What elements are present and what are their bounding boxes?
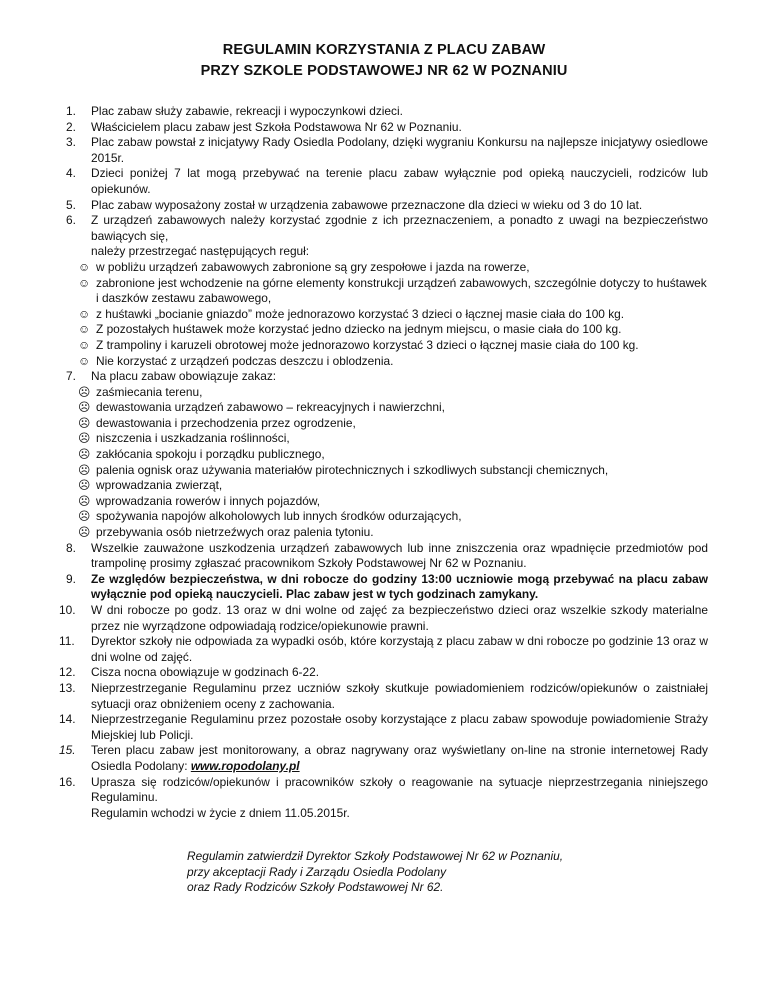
sad-face-icon: ☹	[78, 493, 91, 508]
prohibition-item-text: zaśmiecania terenu,	[96, 384, 203, 399]
regulation-item	[66, 120, 708, 136]
rule-item	[66, 307, 708, 323]
prohibition-item	[66, 431, 708, 447]
item-number: 7.	[66, 369, 76, 384]
regulation-item	[66, 541, 708, 572]
item-text: Wszelkie zauważone uszkodzenia urządzeń zabawowych lub inne zniszczenia oraz wpadnięcie przedmiotów pod trampolinę prosimy zgłaszać pracownikom Szkoły Podstawowej Nr 62 w Poznaniu.	[91, 540, 708, 571]
regulation-item	[66, 572, 708, 603]
prohibition-item-text: spożywania napojów alkoholowych lub innych środków odurzających,	[96, 509, 462, 524]
item-number: 2.	[66, 119, 76, 134]
regulation-item	[66, 104, 708, 120]
item-number: 14.	[59, 712, 76, 727]
item-text: Plac zabaw powstał z inicjatywy Rady Osiedla Podolany, dzięki wygraniu Konkursu na najlepsze inicjatywy osiedlowe 2015r.	[91, 135, 708, 165]
sad-face-icon: ☹	[78, 509, 91, 524]
item-text: Na placu zabaw obowiązuje zakaz:	[91, 369, 277, 384]
item-number: 6.	[66, 213, 76, 228]
prohibition-item-text: zakłócania spokoju i porządku publicznego,	[96, 447, 325, 462]
rule-item	[66, 354, 708, 370]
prohibition-item	[66, 416, 708, 432]
smiley-face-icon: ☺	[78, 337, 91, 352]
prohibition-item	[66, 509, 708, 525]
item-text: Ze względów bezpieczeństwa, w dni robocze do godziny 13:00 uczniowie mogą przebywać na placu zabaw wyłącznie pod opieką nauczycieli. Plac zabaw jest w tych godzinach zamykany.	[91, 571, 708, 602]
approval-line-1: Regulamin zatwierdził Dyrektor Szkoły Podstawowej Nr 62 w Poznaniu,	[187, 849, 564, 863]
document-title-line-1: REGULAMIN KORZYSTANIA Z PLACU ZABAW	[222, 42, 546, 58]
prohibition-item-text: dewastowania i przechodzenia przez ogrodzenie,	[96, 415, 356, 430]
regulation-item	[59, 634, 708, 665]
sad-face-icon: ☹	[78, 400, 91, 415]
regulation-item	[59, 680, 708, 712]
sad-face-icon: ☹	[78, 415, 91, 430]
regulation-item	[66, 166, 708, 197]
smiley-face-icon: ☺	[78, 259, 91, 274]
regulations-list	[59, 104, 708, 821]
item-number: 9.	[66, 571, 76, 586]
item-number: 8.	[66, 540, 76, 555]
prohibition-item-text: dewastowania urządzeń zabawowo – rekreacyjnych i nawierzchni,	[96, 400, 445, 415]
sad-face-icon: ☹	[78, 525, 91, 540]
smiley-face-icon: ☺	[78, 322, 91, 337]
sad-face-icon: ☹	[78, 447, 91, 462]
item-number: 13.	[59, 680, 76, 695]
item-text: Z urządzeń zabawowych należy korzystać zgodnie z ich przeznaczeniem, a ponadto z uwagi na bezpieczeństwo bawiących się,	[91, 213, 708, 243]
rule-item-text: w pobliżu urządzeń zabawowych zabronione są gry zespołowe i jazda na rowerze,	[96, 259, 530, 274]
regulation-item	[66, 369, 708, 385]
smiley-face-icon: ☺	[78, 306, 91, 321]
item-text: Cisza nocna obowiązuje w godzinach 6-22.	[91, 665, 320, 680]
regulation-item	[66, 198, 708, 214]
prohibition-item	[66, 400, 708, 416]
sad-face-icon: ☹	[78, 384, 91, 399]
rule-item	[66, 338, 708, 354]
rule-item-text: z huśtawki „bocianie gniazdo” może jednorazowo korzystać 3 dzieci o łącznej masie ciała do 100 kg.	[96, 306, 625, 321]
item-number: 10.	[59, 603, 76, 617]
item-text: W dni robocze po godz. 13 oraz w dni wolne od zajęć za bezpieczeństwo dzieci oraz wszelkie szkody materialne przez nie wyrządzone odpowiadają rodzice/opiekunowie prawni.	[91, 603, 708, 633]
prohibition-item	[66, 478, 708, 494]
prohibition-item-text: przebywania osób nietrzeźwych oraz palenia tytoniu.	[96, 525, 374, 540]
sad-face-icon: ☹	[78, 431, 91, 446]
item-text: Właścicielem placu zabaw jest Szkoła Podstawowa Nr 62 w Poznaniu.	[91, 119, 462, 134]
sad-face-icon: ☹	[78, 462, 91, 477]
prohibition-item	[66, 385, 708, 401]
prohibition-item-text: niszczenia i uszkadzania roślinności,	[96, 431, 290, 446]
prohibition-item	[66, 494, 708, 510]
prohibition-item-text: wprowadzania zwierząt,	[96, 478, 223, 493]
sad-face-icon: ☹	[78, 478, 91, 493]
rule-item-text: Z trampoliny i karuzeli obrotowej może jednorazowo korzystać 3 dzieci o łącznej masie ciała do 100 kg.	[96, 337, 639, 352]
regulation-item	[59, 712, 708, 743]
item-number: 11.	[59, 634, 75, 649]
item-number: 4.	[66, 166, 76, 181]
prohibition-item-text: wprowadzania rowerów i innych pojazdów,	[96, 493, 321, 508]
item-extra-text: Regulamin wchodzi w życie z dniem 11.05.2015r.	[91, 805, 350, 820]
item-text: Plac zabaw wyposażony został w urządzenia zabawowe przeznaczone dla dzieci w wieku od 3 do 10 lat.	[91, 197, 643, 212]
item-number: 15.	[59, 743, 76, 758]
item-text: Nieprzestrzeganie Regulaminu przez uczniów szkoły skutkuje powiadomieniem rodziców/opiekunów o zaistniałej sytuacji oraz obniżeniem oceny z zachowania.	[91, 680, 708, 711]
item-text: Dyrektor szkoły nie odpowiada za wypadki osób, które korzystają z placu zabaw w dni robocze po godzinie 13 oraz w dni wolne od zajęć.	[91, 634, 708, 664]
item-text: Nieprzestrzeganie Regulaminu przez pozostałe osoby korzystające z placu zabaw spowoduje powiadomienie Straży Miejskiej lub Policji.	[91, 712, 708, 742]
regulation-item	[59, 743, 708, 774]
smiley-face-icon: ☺	[78, 275, 91, 290]
item-extra-text: należy przestrzegać następujących reguł:	[91, 244, 310, 259]
item-number: 5.	[66, 197, 76, 212]
rule-item-text: Nie korzystać z urządzeń podczas deszczu i oblodzenia.	[96, 353, 394, 368]
prohibition-item	[66, 463, 708, 479]
rule-item	[66, 260, 708, 276]
regulation-item	[66, 213, 708, 260]
item-number: 16.	[59, 774, 76, 789]
document-title-line-2: PRZY SZKOLE PODSTAWOWEJ NR 62 W POZNANIU	[200, 63, 568, 79]
prohibition-item-text: palenia ognisk oraz używania materiałów pirotechnicznych i szkodliwych substancji chemicznych,	[96, 462, 609, 477]
rule-item-text: zabronione jest wchodzenie na górne elementy konstrukcji urządzeń zabawowych, szczególnie dotyczy to huśtawek i daszków zestawu zabawowego,	[96, 275, 707, 306]
smiley-face-icon: ☺	[78, 353, 91, 368]
approval-note	[187, 849, 563, 896]
item-text: Dzieci poniżej 7 lat mogą przebywać na terenie placu zabaw wyłącznie pod opieką nauczycieli, rodziców lub opiekunów.	[91, 166, 708, 196]
rule-item	[66, 322, 708, 338]
rule-item-text: Z pozostałych huśtawek może korzystać jedno dziecko na jednym miejscu, o masie ciała do 100 kg.	[96, 322, 622, 337]
prohibition-item	[66, 447, 708, 463]
item-number: 3.	[66, 135, 76, 150]
regulation-item	[66, 135, 708, 166]
approval-line-3: oraz Rady Rodziców Szkoły Podstawowej Nr 62.	[187, 880, 444, 895]
item-text: Plac zabaw służy zabawie, rekreacji i wypoczynkowi dzieci.	[91, 104, 403, 118]
rule-item	[66, 276, 708, 307]
regulation-item	[59, 665, 708, 681]
item-text: Uprasza się rodziców/opiekunów i pracowników szkoły o reagowanie na sytuacje nieprzestrzegania niniejszego Regulaminu.	[91, 774, 708, 805]
approval-line-2: przy akceptacji Rady i Zarządu Osiedla Podolany	[187, 864, 447, 879]
item-number: 1.	[66, 104, 76, 118]
prohibition-item	[66, 525, 708, 541]
regulation-item	[59, 603, 708, 634]
regulation-item	[59, 774, 708, 822]
item-number: 12.	[59, 665, 76, 680]
website-link[interactable]: www.ropodolany.pl	[190, 758, 300, 773]
item-text: Teren placu zabaw jest monitorowany, a obraz nagrywany oraz wyświetlany on-line na stronie internetowej Rady Osiedla Podolany:	[91, 743, 708, 773]
